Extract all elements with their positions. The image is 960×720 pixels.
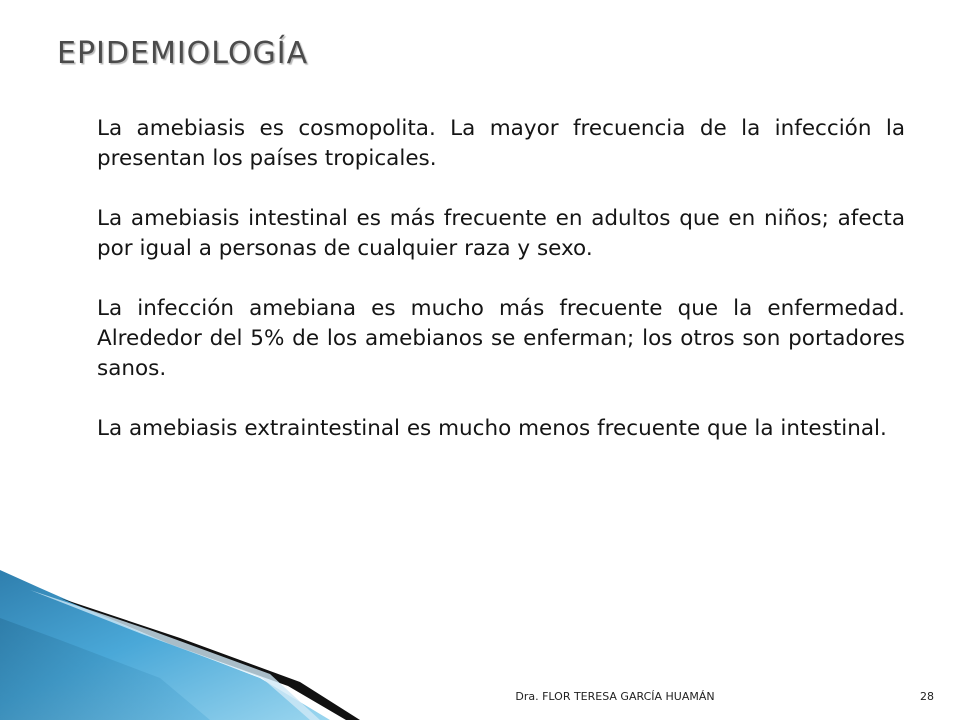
paragraph-3: La infección amebiana es mucho más frecuente que la enfermedad. Alrededor del 5% de los amebianos se enferman; los otros son portadores sanos. (97, 296, 905, 381)
footer-author: Dra. FLOR TERESA GARCÍA HUAMÁN (515, 690, 715, 703)
slide-title: EPIDEMIOLOGÍA (57, 36, 309, 71)
page-number: 28 (920, 690, 934, 703)
paragraph-4: La amebiasis extraintestinal es mucho menos frecuente que la intestinal. (97, 416, 887, 441)
slide-body (97, 114, 905, 444)
paragraph-2: La amebiasis intestinal es más frecuente en adultos que en niños; afecta por igual a personas de cualquier raza y sexo. (97, 206, 905, 261)
paragraph-1: La amebiasis es cosmopolita. La mayor frecuencia de la infección la presentan los países tropicales. (97, 116, 905, 171)
